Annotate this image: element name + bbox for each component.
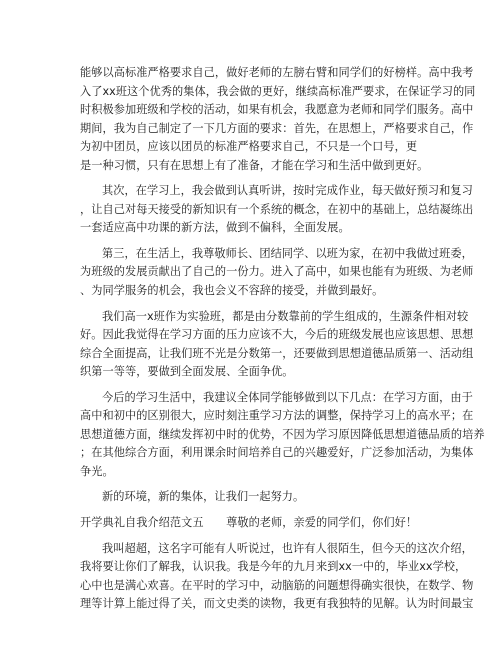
text-line: 一套适应高中功课的新方法，做到不偏科，全面发展。 [80, 221, 350, 235]
text-line: 高中和初中的区别很大，应时刻注重学习方法的调整，保持学习上的高水平；在 [80, 409, 474, 423]
paragraph [80, 245, 474, 301]
text-line: 入了xx班这个优秀的集体，我会做的更好，继续高标准严要求，在保证学习的同 [80, 84, 476, 98]
text-line: 新的环境，新的集体，让我们一起努力。 [102, 490, 305, 504]
text-line: 第三，在生活上，我尊敬师长、团结同学、以班为家，在初中我做过班委， [102, 246, 473, 260]
text-line: 我叫超超，这名字可能有人听说过，也许有人很陌生，但今天的这次介绍， [102, 541, 473, 555]
text-line: 、为同学服务的机会，我也会义不容辞的接受，并做到最好。 [80, 284, 384, 298]
text-line: 为班级的发展贡献出了自己的一份力。进入了高中，如果也能有为班级、为老师 [80, 265, 474, 279]
text-line: 今后的学习生活中，我建议全体同学能够做到以下几点：在学习方面，由于 [102, 390, 473, 404]
text-line: 好。因此我觉得在学习方面的压力应该不大，今后的班级发展也应该思想、思想 [80, 328, 474, 342]
text-line: 心中也是满心欢喜。在平时的学习中，动脑筋的问题想得确实很快，在数学、物 [80, 578, 474, 592]
paragraph [80, 308, 474, 382]
text-line: 时积极参加班级和学校的活动，如果有机会，我愿意为老师和同学们服务。高中 [80, 103, 474, 117]
text-line: 我将要让你们了解我，认识我。我是今年的九月来到xx一中的，毕业xx学校， [80, 560, 467, 574]
paragraph [80, 389, 485, 482]
text-line: 织第一等等，要做到全面发展、全面争优。 [80, 365, 294, 379]
text-line: 开学典礼自我介绍范文五 尊敬的老师，亲爱的同学们，你们好！ [80, 516, 418, 530]
paragraph [80, 488, 428, 507]
section-heading [80, 514, 428, 533]
text-line: 思想道德方面，继续发挥初中时的优势，不因为学习原因降低思想道德品质的培养 [80, 427, 485, 441]
text-line: 我们高一x班作为实验班，都是由分数靠前的学生组成的，生源条件相对较 [102, 309, 469, 323]
text-line: 其次，在学习上，我会做到认真听讲，按时完成作业，每天做好预习和复习 [102, 184, 473, 198]
text-line: 能够以高标准严格要求自己，做好老师的左膀右臂和同学们的好榜样。高中我考 [80, 66, 474, 79]
paragraph [80, 182, 474, 238]
document-body [80, 64, 485, 614]
paragraph [80, 540, 474, 614]
text-line: ，让自己对每天接受的新知识有一个系统的概念，在初中的基础上，总结凝练出 [80, 202, 474, 216]
text-line: 期间，我为自己制定了一下几方面的要求：首先，在思想上，严格要求自己，作 [80, 121, 474, 135]
text-line: 是一种习惯，只有在思想上有了准备，才能在学习和生活中做到更好。 [80, 158, 429, 172]
text-line: 综合全面提高，让我们班不光是分数第一，还要做到思想道德品质第一、活动组 [80, 346, 474, 360]
paragraph [80, 64, 476, 175]
text-line: 争光。 [80, 464, 114, 478]
text-line: ；在其他综合方面，利用课余时间培养自己的兴趣爱好，广泛参加活动，为集体 [80, 446, 474, 460]
text-line: 理等计算上能过得了关，而文史类的读物，我更有我独特的见解。认为时间最宝 [80, 597, 474, 611]
text-line: 为初中团员，应该以团员的标准严格要求自己，不只是一个口号，更 [80, 140, 418, 154]
